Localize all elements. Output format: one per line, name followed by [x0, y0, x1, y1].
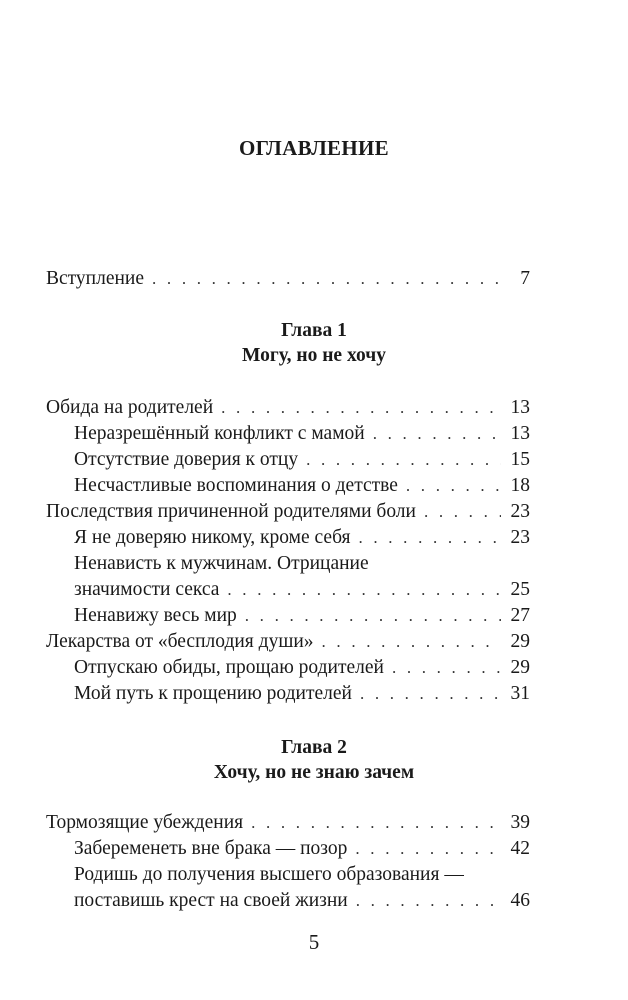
toc-entry-text: Я не доверяю никому, кроме себя — [74, 527, 351, 548]
toc-entry-page: 13 — [510, 397, 530, 418]
toc-entry-page: 18 — [510, 475, 530, 496]
toc-entry-page: 31 — [510, 683, 530, 704]
toc-subentry[interactable] — [74, 525, 530, 551]
dot-leader — [221, 395, 500, 421]
toc-subentry[interactable] — [74, 655, 530, 681]
dot-leader — [355, 836, 500, 862]
toc-entry-text: Мой путь к прощению родителей — [74, 683, 352, 704]
toc-subentry[interactable] — [74, 577, 530, 603]
toc-entry-page: 29 — [510, 631, 530, 652]
page-number: 5 — [308, 930, 320, 954]
dot-leader — [358, 525, 500, 551]
toc-entry-page: 29 — [510, 657, 530, 678]
toc-entry-page: 27 — [510, 605, 530, 626]
toc-entry[interactable] — [46, 499, 530, 525]
chapter-1-title: Могу, но не хочу — [242, 345, 386, 366]
toc-subentry[interactable] — [74, 447, 530, 473]
toc-entry-page: 13 — [510, 423, 530, 444]
toc-entry-text: Обида на родителей — [46, 397, 214, 418]
dot-leader — [360, 681, 501, 707]
toc-entry-intro[interactable] — [46, 266, 530, 292]
chapter-2-number: Глава 2 — [281, 737, 347, 758]
toc-entry-page: 15 — [510, 449, 530, 470]
toc-entry-page: 23 — [510, 527, 530, 548]
chapter-1-number: Глава 1 — [281, 320, 347, 341]
toc-entry-text: Последствия причиненной родителями боли — [46, 501, 416, 522]
toc-entry-text: Неразрешённый конфликт с мамой — [74, 423, 365, 444]
dot-leader — [251, 810, 500, 836]
toc-entry-text: значимости секса — [74, 579, 220, 600]
toc-entry[interactable] — [46, 395, 530, 421]
dot-leader — [227, 577, 500, 603]
toc-subentry-line[interactable]: Ненависть к мужчинам. Отрицание — [74, 553, 369, 574]
toc-entry-text: поставишь крест на своей жизни — [74, 890, 348, 911]
toc-entry-page: 23 — [510, 501, 530, 522]
toc-entry-text: Отпускаю обиды, прощаю родителей — [74, 657, 384, 678]
chapter-2-title: Хочу, но не знаю зачем — [213, 762, 415, 783]
toc-entry[interactable] — [46, 810, 530, 836]
toc-subentry-line[interactable]: Родишь до получения высшего образования — — [74, 864, 464, 885]
dot-leader — [392, 655, 501, 681]
toc-subentry[interactable] — [74, 836, 530, 862]
toc-entry-text: Ненавижу весь мир — [74, 605, 237, 626]
toc-entry-page: 7 — [520, 268, 530, 289]
toc-entry-page: 42 — [510, 838, 530, 859]
dot-leader — [424, 499, 501, 525]
dot-leader — [356, 888, 501, 914]
dot-leader — [322, 629, 501, 655]
toc-subentry[interactable] — [74, 473, 530, 499]
dot-leader — [245, 603, 501, 629]
toc-subentry[interactable] — [74, 603, 530, 629]
toc-entry-text: Забеременеть вне брака — позор — [74, 838, 348, 859]
dot-leader — [306, 447, 500, 473]
toc-entry-page: 39 — [510, 812, 530, 833]
toc-entry-text: Тормозящие убеждения — [46, 812, 244, 833]
page-title: ОГЛАВЛЕНИЕ — [239, 136, 389, 160]
dot-leader — [406, 473, 501, 499]
dot-leader — [152, 266, 502, 292]
toc-entry-text: Вступление — [46, 268, 145, 289]
toc-entry-text: Несчастливые воспоминания о детстве — [74, 475, 398, 496]
dot-leader — [373, 421, 501, 447]
toc-entry-text: Отсутствие доверия к отцу — [74, 449, 299, 470]
toc-entry-page: 46 — [510, 890, 530, 911]
toc-subentry[interactable] — [74, 888, 530, 914]
toc-subentry[interactable] — [74, 421, 530, 447]
toc-entry-page: 25 — [510, 579, 530, 600]
toc-entry-text: Лекарства от «бесплодия души» — [46, 631, 314, 652]
toc-subentry[interactable] — [74, 681, 530, 707]
toc-entry[interactable] — [46, 629, 530, 655]
